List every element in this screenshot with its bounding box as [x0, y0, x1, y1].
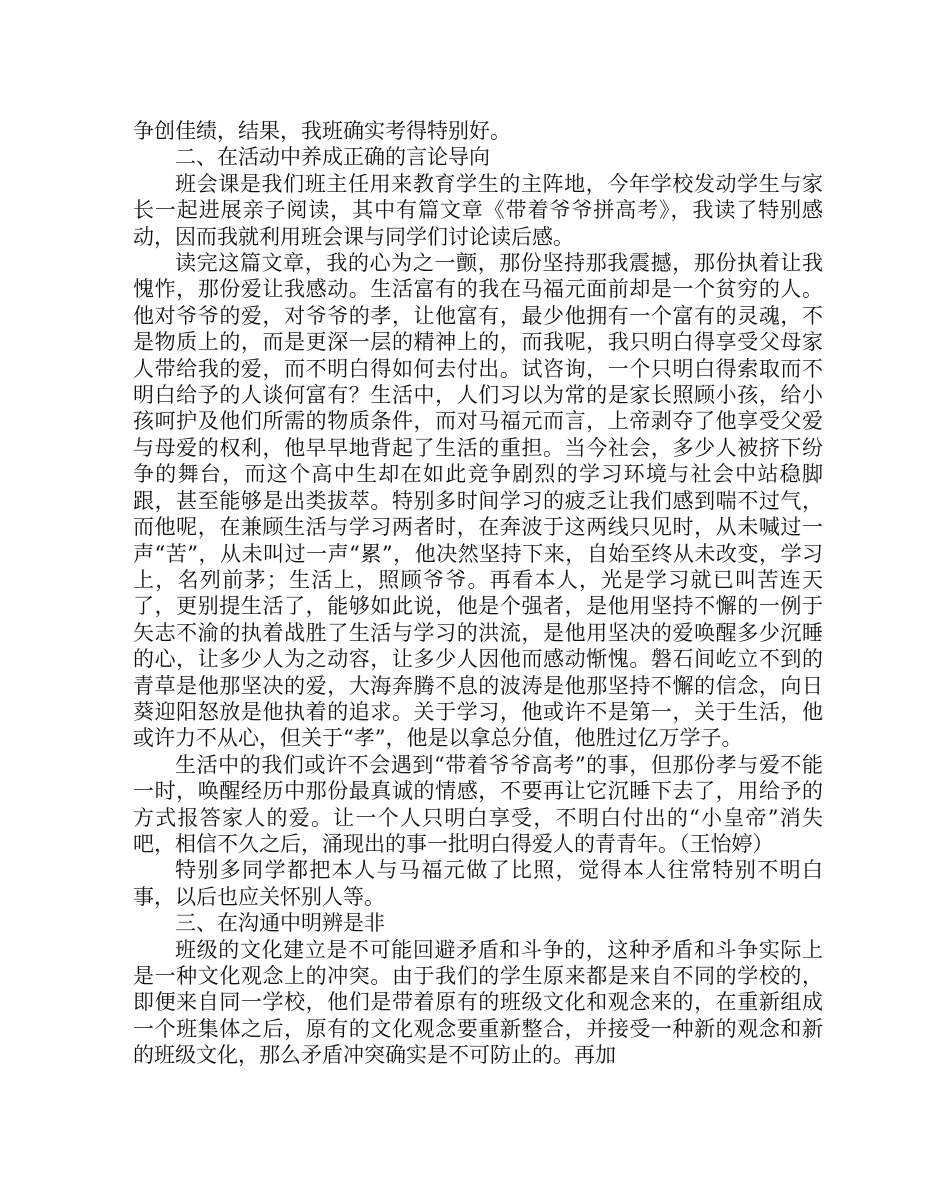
paragraph-continuation: 争创佳绩，结果，我班确实考得特别好。 — [133, 119, 511, 143]
paragraph-reading-reflection: 读完这篇文章，我的心为之一颤，那份坚持那我震撼，那份执着让我愧怍，那份爱让我感动。生活富有的我在马福元面前却是一个贫穷的人。他对爷爷的爱，对爷爷的孝，让他富有，最少他拥有一个富有的灵魂，不是物质上的，而是更深一层的精神上的，而我呢，我只明白得享受父母家人带给我的爱，而不明白得如何去付出。试咨询，一个只明白得索取而不明白给予的人谈何富有？生活中，人们习以为常的是家长照顾小孩，给小孩呵护及他们所需的物质条件，而对马福元而言，上帝剥夺了他享受父爱与母爱的权利，他早早地背起了生活的重担。当今社会，多少人被挤下纷争的舞台，而这个高中生却在如此竞争剧烈的学习环境与社会中站稳脚跟，甚至能够是出类拔萃。特别多时间学习的疲乏让我们感到喘不过气，而他呢，在兼顾生活与学习两者时，在奔波于这两线只见时，从未喊过一声“苦”，从未叫过一声“累”，他决然坚持下来，自始至终从未改变，学习上，名列前茅；生活上，照顾爷爷。再看本人，光是学习就已叫苦连天了，更别提生活了，能够如此说，他是个强者，是他用坚持不懈的一例于矢志不渝的执着战胜了生活与学习的洪流，是他用坚决的爱唤醒多少沉睡的心，让多少人为之动容，让多少人因他而感动惭愧。磐石间屹立不到的青草是他那坚决的爱，大海奔腾不息的波涛是他那坚持不懈的信念，向日葵迎阳怒放是他执着的追求。关于学习，他或许不是第一，关于生活，他或许力不从心，但关于“孝”，他是以拿总分值，他胜过亿万学子。 — [133, 251, 823, 751]
paragraph-comparison: 特别多同学都把本人与马福元做了比照，觉得本人往常特别不明白事，以后也应关怀别人等。 — [133, 858, 823, 909]
paragraph-class-culture: 班级的文化建立是不可能回避矛盾和斗争的，这种矛盾和斗争实际上是一种文化观念上的冲突。由于我们的学生原来都是来自不同的学校的，即便来自同一学校，他们是带着原有的班级文化和观念来的，在重新组成一个班集体之后，原有的文化观念要重新整合，并接受一种新的观念和新的班级文化，那么矛盾冲突确实是不可防止的。再加 — [133, 937, 823, 1068]
section-heading-3: 三、在沟通中明辨是非 — [175, 911, 385, 936]
document-page — [133, 118, 823, 1069]
paragraph-life-reflection: 生活中的我们或许不会遇到“带着爷爷高考”的事，但那份孝与爱不能一时，唤醒经历中那份最真诚的情感，不要再让它沉睡下去了，用给予的方式报答家人的爱。让一个人只明白享受，不明白付出的“小皇帝”消失吧，相信不久之后，涌现出的事一批明白得爱人的青青年。（王怡婷） — [133, 752, 823, 856]
section-heading-2: 二、在活动中养成正确的言论导向 — [175, 145, 490, 170]
paragraph-class-meeting: 班会课是我们班主任用来教育学生的主阵地，今年学校发动学生与家长一起进展亲子阅读，其中有篇文章《带着爷爷拼高考》，我读了特别感动，因而我就利用班会课与同学们讨论读后感。 — [133, 171, 823, 249]
